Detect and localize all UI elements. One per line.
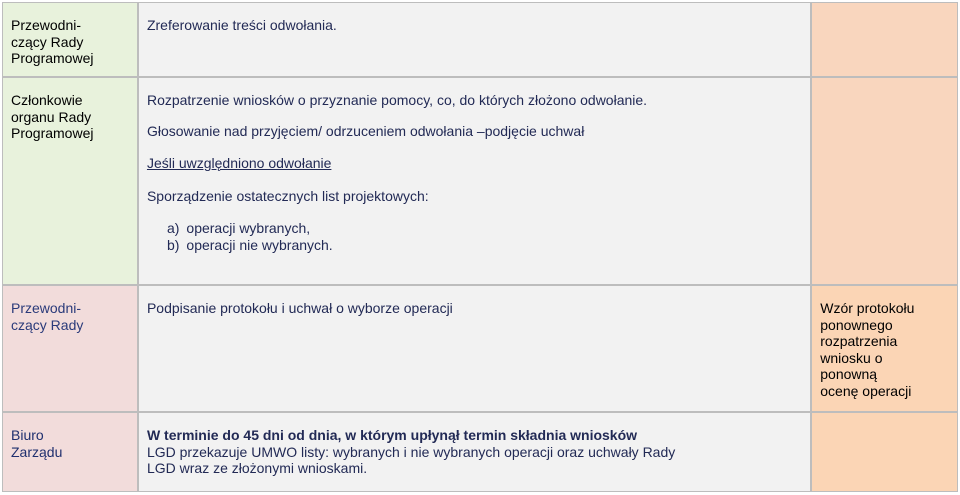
template-line: ponowną [820, 366, 878, 382]
action-text: Sporządzenie ostatecznych list projektowych: [146, 187, 429, 204]
template-line: wniosku o [820, 349, 883, 366]
template-line: ocenę operacji [820, 382, 912, 399]
template-cell [811, 412, 958, 492]
role-cell [2, 412, 138, 492]
template-line: rozpatrzenia [820, 333, 898, 349]
template-cell [811, 77, 958, 285]
role-line: Zarządu [11, 443, 63, 460]
table-row [2, 2, 958, 77]
action-text: Podpisanie protokołu i uchwał o wyborze operacji [146, 300, 453, 316]
template-cell [811, 285, 958, 412]
table-row [2, 77, 958, 285]
action-cell [138, 285, 811, 412]
role-line: czący Rady [11, 33, 84, 50]
template-line: ponownego [820, 316, 893, 333]
action-cell [138, 412, 811, 492]
action-text: LGD wraz ze złożonymi wnioskami. [146, 460, 368, 476]
procedure-table [2, 2, 958, 492]
action-cell [138, 77, 811, 285]
action-text: LGD przekazuje UMWO listy: wybranych i nie wybranych operacji oraz uchwały Rady [146, 443, 676, 460]
list-item: b) operacji nie wybranych. [166, 236, 333, 253]
role-line: czący Rady [11, 316, 84, 333]
template-line: Wzór protokołu [820, 300, 915, 316]
condition-heading: Jeśli uwzględniono odwołanie [146, 155, 332, 171]
role-cell [2, 2, 138, 77]
action-text: Zreferowanie treści odwołania. [146, 17, 337, 33]
list-item: a) operacji wybranych, [166, 220, 311, 236]
project-lists [147, 220, 804, 253]
role-line: Programowej [11, 125, 94, 141]
template-cell [811, 2, 958, 77]
action-text: Głosowanie nad przyjęciem/ odrzuceniem odwołania –podjęcie uchwał [146, 122, 585, 139]
role-line: Przewodni- [11, 17, 82, 33]
role-line: organu Rady [11, 108, 92, 125]
action-cell [138, 2, 811, 77]
table-row [2, 412, 958, 492]
role-line: Przewodni- [11, 300, 82, 316]
action-text: Rozpatrzenie wniosków o przyznanie pomocy, co, do których złożono odwołanie. [146, 92, 648, 108]
role-cell [2, 285, 138, 412]
role-cell [2, 77, 138, 285]
role-line: Programowej [11, 50, 94, 66]
role-line: Członkowie [11, 92, 83, 108]
table-row [2, 285, 958, 412]
deadline-text: W terminie do 45 dni od dnia, w którym upłynął termin składnia wniosków [146, 427, 638, 443]
role-line: Biuro [11, 427, 44, 443]
